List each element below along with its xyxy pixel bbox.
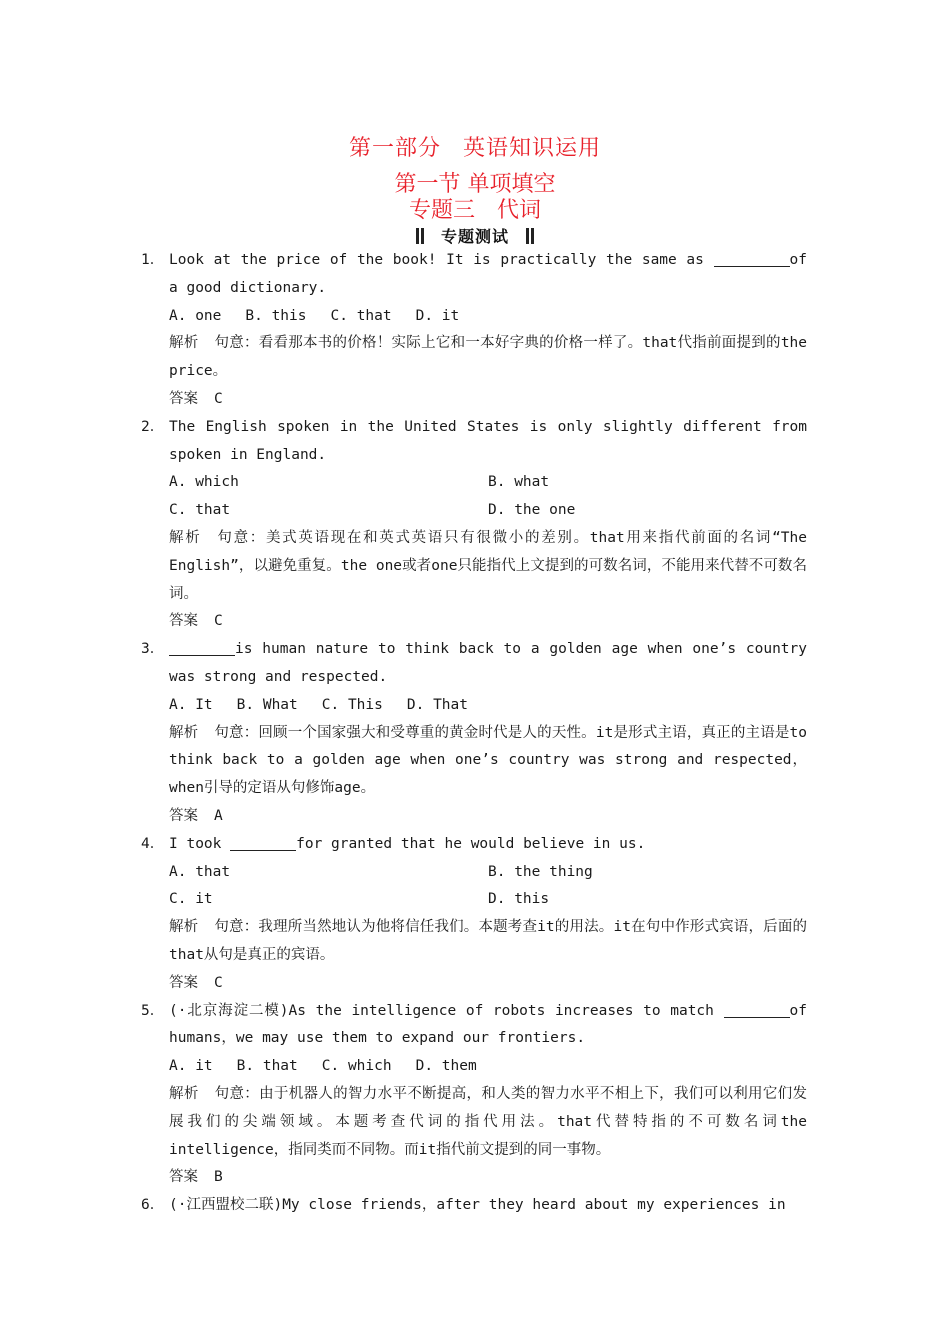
answer-blank [230, 834, 296, 851]
option-a: A. that [169, 863, 231, 880]
option-b: B. this [245, 307, 307, 324]
question-number: 6． [141, 1197, 165, 1214]
option-b: B. the thing [488, 863, 593, 880]
answer-label: 答案 [169, 807, 198, 824]
badge-bar-icon [421, 228, 424, 244]
topic-title: 专题三 代词 [408, 198, 542, 223]
option-d: D. them [415, 1058, 477, 1075]
question-1 [141, 247, 807, 414]
question-number: 1． [141, 252, 165, 268]
option-b: B. that [236, 1058, 298, 1075]
option-c: C. it [169, 891, 213, 908]
section-badge [0, 224, 950, 247]
option-a: A. It [169, 696, 213, 713]
options-row [169, 1053, 807, 1081]
question-stem: Look at the price of the book! It is practically the same as of a good dictionary. [169, 252, 807, 296]
answer-blank [714, 250, 790, 267]
option-c: C. which [321, 1058, 392, 1075]
badge-bar-icon [531, 228, 534, 244]
question-stem: The English spoken in the United States is only slightly different from spoken in England. [169, 418, 807, 463]
question-stem: (·江西盟校二联)My close friends，after they heard about my experiences in [169, 1197, 786, 1214]
title-block [0, 132, 950, 224]
answer-label: 答案 [169, 974, 198, 991]
answer [169, 608, 807, 636]
questions-list [141, 247, 807, 1220]
answer [169, 1164, 807, 1192]
answer-value: C [214, 390, 223, 407]
analysis-label: 解析 [169, 1085, 199, 1102]
analysis: 解析 句意：看看那本书的价格！实际上它和一本好字典的价格一样了。that代指前面提到的the price。 [169, 335, 808, 380]
analysis: 解析 句意：由于机器人的智力水平不断提高，和人类的智力水平不相上下，我们可以利用它们发展我们的尖端领域。本题考查代词的指代用法。that代替特指的不可数名词the intelligence，指同类而不同物。而it指代前文提到的同一事物。 [169, 1085, 808, 1158]
option-b: B. what [488, 474, 550, 491]
analysis-label: 解析 [169, 724, 199, 741]
answer-label: 答案 [169, 1169, 198, 1186]
options-row [169, 303, 807, 331]
analysis-label: 解析 [169, 335, 199, 352]
answer-blank [169, 639, 235, 656]
question-6 [141, 1192, 807, 1220]
analysis-label: 解析 [169, 529, 202, 546]
question-4 [141, 831, 807, 998]
answer [169, 386, 807, 414]
section-title: 第一节 单项填空 [394, 172, 556, 197]
question-stem: I took for granted that he would believe in us. [169, 835, 646, 852]
badge-text: 专题测试 [440, 227, 509, 246]
options-row [169, 692, 807, 720]
options-row [169, 469, 807, 497]
question-number: 4． [141, 835, 165, 852]
option-d: D. the one [488, 502, 576, 519]
analysis: 解析 句意：回顾一个国家强大和受尊重的黄金时代是人的天性。it是形式主语，真正的主语是to think back to a golden age when one’s country was strong and respected，when引导的定语从句修饰age。 [169, 724, 808, 797]
part-title: 第一部分 英语知识运用 [348, 136, 602, 161]
options-row [169, 886, 807, 914]
options-row [169, 497, 807, 525]
answer [169, 803, 807, 831]
option-d: D. it [415, 307, 460, 324]
option-c: C. that [169, 502, 231, 519]
question-stem: (·北京海淀二模)As the intelligence of robots increases to match of humans，we may use them to expand our frontiers. [169, 1002, 807, 1047]
option-c: C. that [330, 307, 392, 324]
question-3 [141, 636, 807, 831]
option-b: B. What [236, 696, 298, 713]
answer-blank [724, 1001, 790, 1018]
analysis-label: 解析 [169, 919, 199, 936]
question-number: 3． [141, 641, 165, 658]
option-a: A. which [169, 474, 239, 491]
analysis: 解析 句意：美式英语现在和英式英语只有很微小的差别。that用来指代前面的名词“The English”，以避免重复。the one或者one只能指代上文提到的可数名词，不能用来代替不可数名词。 [169, 529, 808, 602]
answer-value: C [214, 974, 223, 991]
answer [169, 970, 807, 998]
answer-value: B [214, 1169, 223, 1186]
answer-value: C [214, 613, 223, 630]
question-5 [141, 998, 807, 1193]
question-2 [141, 414, 807, 636]
option-a: A. one [169, 307, 222, 324]
badge-bar-icon [416, 228, 419, 244]
question-number: 5． [141, 1002, 165, 1019]
answer-label: 答案 [169, 390, 198, 407]
analysis: 解析 句意：我理所当然地认为他将信任我们。本题考查it的用法。it在句中作形式宾语，后面的that从句是真正的宾语。 [169, 919, 808, 963]
question-stem: is human nature to think back to a golden age when one’s country was strong and respected. [169, 641, 807, 685]
options-row [169, 859, 807, 887]
question-number: 2． [141, 418, 165, 435]
option-d: D. this [488, 891, 550, 908]
answer-value: A [214, 807, 223, 824]
badge-bar-icon [526, 228, 529, 244]
option-d: D. That [406, 696, 468, 713]
option-a: A. it [169, 1058, 213, 1075]
answer-label: 答案 [169, 613, 198, 630]
option-c: C. This [321, 696, 383, 713]
